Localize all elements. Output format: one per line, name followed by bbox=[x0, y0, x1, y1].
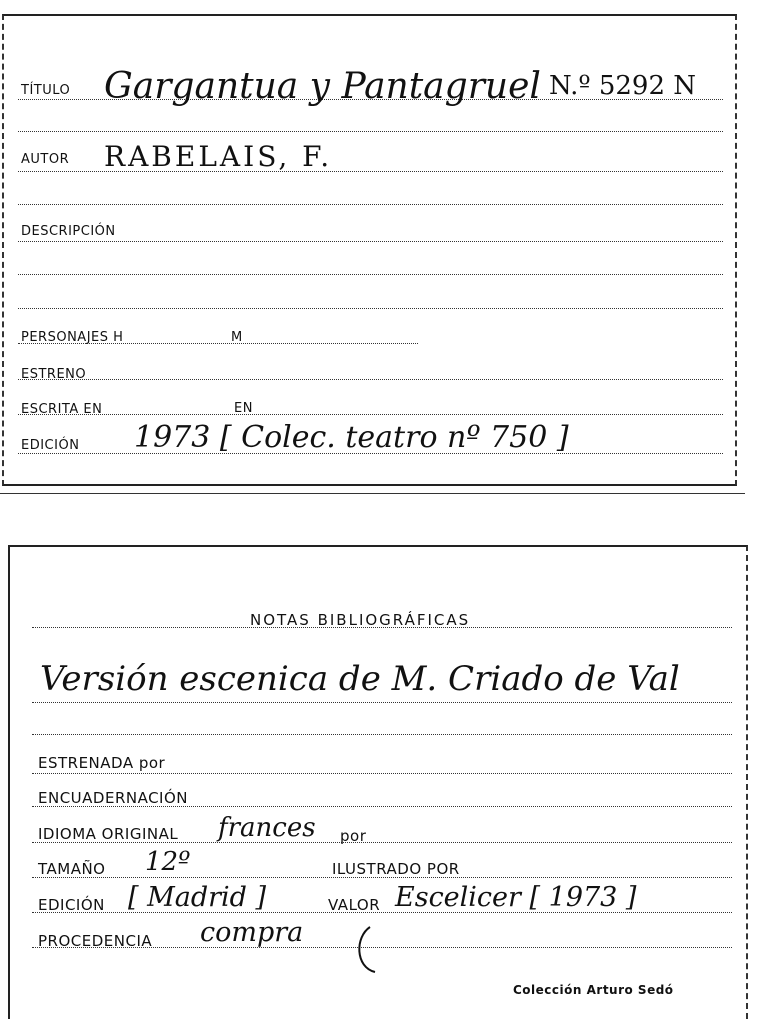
rule-line bbox=[18, 414, 723, 415]
valor-label: VALOR bbox=[328, 896, 381, 914]
estreno-label: ESTRENO bbox=[21, 367, 87, 382]
procedencia-value: compra bbox=[200, 917, 304, 948]
catalog-card-top bbox=[2, 14, 737, 486]
personajes-m-label: M bbox=[231, 330, 243, 345]
por-label: por bbox=[340, 827, 367, 845]
tamano-label: TAMAÑO bbox=[38, 860, 106, 878]
catalog-card-bottom bbox=[8, 545, 748, 1019]
rule-line bbox=[32, 702, 732, 703]
notas-heading: NOTAS BIBLIOGRÁFICAS bbox=[250, 611, 471, 629]
card-number: N.º 5292 N bbox=[549, 71, 697, 101]
encuadernacion-label: ENCUADERNACIÓN bbox=[38, 789, 189, 807]
escrita-label: ESCRITA EN bbox=[21, 402, 103, 417]
rule-line bbox=[18, 204, 723, 205]
idioma-value: frances bbox=[218, 813, 316, 843]
autor-label: AUTOR bbox=[21, 152, 70, 167]
rule-line bbox=[18, 131, 723, 132]
titulo-label: TÍTULO bbox=[21, 83, 71, 98]
rule-line bbox=[18, 308, 723, 309]
edicion-label-bottom: EDICIÓN bbox=[38, 896, 105, 914]
notas-note: Versión escenica de M. Criado de Val bbox=[40, 659, 680, 699]
edicion-label: EDICIÓN bbox=[21, 438, 80, 453]
ilustrado-label: ILUSTRADO POR bbox=[332, 860, 460, 878]
rule-line bbox=[18, 274, 723, 275]
rule-line bbox=[32, 734, 732, 735]
edicion-value: 1973 [ Colec. teatro nº 750 ] bbox=[134, 420, 569, 455]
idioma-label: IDIOMA ORIGINAL bbox=[38, 825, 179, 843]
en-label: EN bbox=[234, 401, 253, 416]
rule-line bbox=[18, 241, 723, 242]
procedencia-label: PROCEDENCIA bbox=[38, 932, 153, 950]
card-separator bbox=[0, 493, 745, 494]
descripcion-label: DESCRIPCIÓN bbox=[21, 224, 116, 239]
personajes-label: PERSONAJES H bbox=[21, 330, 124, 345]
valor-value: Escelicer [ 1973 ] bbox=[395, 882, 637, 913]
edicion-value-bottom: [ Madrid ] bbox=[128, 882, 267, 913]
rule-line bbox=[32, 773, 732, 774]
estrenada-label: ESTRENADA por bbox=[38, 754, 166, 772]
footer-collection: Colección Arturo Sedó bbox=[513, 983, 674, 997]
tamano-value: 12º bbox=[145, 847, 191, 877]
rule-line bbox=[18, 379, 723, 380]
titulo-value: Gargantua y Pantagruel bbox=[104, 66, 541, 107]
handwritten-mark bbox=[350, 922, 410, 982]
autor-value: RABELAIS, F. bbox=[104, 140, 333, 173]
